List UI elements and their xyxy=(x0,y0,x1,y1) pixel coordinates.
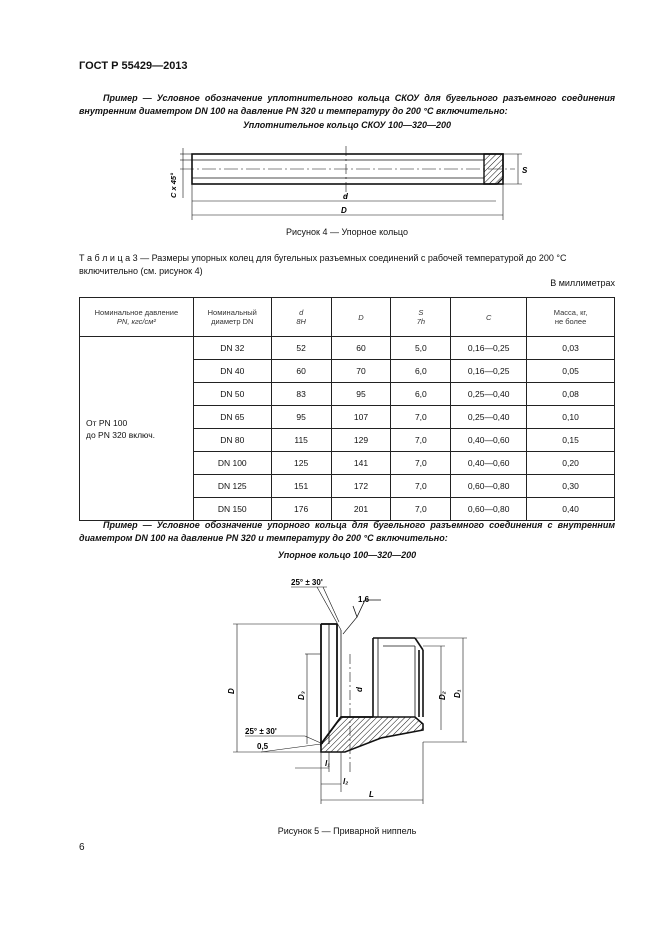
page-number: 6 xyxy=(79,842,85,853)
cell-d: 95 xyxy=(271,406,331,429)
label-D3: D₃ xyxy=(297,691,306,700)
cell-D: 172 xyxy=(331,475,391,498)
cell-mass: 0,08 xyxy=(527,383,615,406)
cell-C: 0,60—0,80 xyxy=(451,498,527,521)
header-C: C xyxy=(451,298,527,337)
cell-dn: DN 100 xyxy=(193,452,271,475)
label-l2: l₂ xyxy=(343,777,349,786)
label-l1: l₁ xyxy=(325,759,331,768)
cell-d: 83 xyxy=(271,383,331,406)
example-1 xyxy=(79,92,615,118)
cell-S: 7,0 xyxy=(391,475,451,498)
cell-D: 95 xyxy=(331,383,391,406)
figure-5-caption: Рисунок 5 — Приварной ниппель xyxy=(277,826,417,836)
header-D: D xyxy=(331,298,391,337)
cell-d: 151 xyxy=(271,475,331,498)
ring-section-hatch xyxy=(484,154,503,184)
table-header-row xyxy=(80,298,615,337)
label-D: D xyxy=(227,688,236,694)
example-1-designation: Уплотнительное кольцо СКОУ 100—320—200 xyxy=(242,120,452,130)
cell-C: 0,40—0,60 xyxy=(451,452,527,475)
cell-S: 7,0 xyxy=(391,452,451,475)
label-chamfer: 0,5 xyxy=(257,742,269,751)
cell-d: 52 xyxy=(271,337,331,360)
header-d: d 8H xyxy=(271,298,331,337)
label-s: S xyxy=(522,166,528,175)
cell-C: 0,40—0,60 xyxy=(451,429,527,452)
cell-d: 115 xyxy=(271,429,331,452)
figure-5-drawing xyxy=(205,572,480,817)
cell-S: 7,0 xyxy=(391,406,451,429)
cell-mass: 0,03 xyxy=(527,337,615,360)
cell-mass: 0,10 xyxy=(527,406,615,429)
cell-mass: 0,15 xyxy=(527,429,615,452)
cell-d: 176 xyxy=(271,498,331,521)
cell-D: 201 xyxy=(331,498,391,521)
label-D1: D₁ xyxy=(453,689,462,698)
cell-C: 0,25—0,40 xyxy=(451,406,527,429)
cell-mass: 0,05 xyxy=(527,360,615,383)
header-mass: Масса, кг, не более xyxy=(527,298,615,337)
cell-d: 125 xyxy=(271,452,331,475)
label-chamfer: C x 45° xyxy=(169,172,178,198)
cell-dn: DN 65 xyxy=(193,406,271,429)
label-L: L xyxy=(369,790,374,799)
cell-pn-range: От PN 100 до PN 320 включ. xyxy=(80,337,194,521)
cell-C: 0,16—0,25 xyxy=(451,360,527,383)
table-3 xyxy=(79,297,615,521)
figure-4-caption: Рисунок 4 — Упорное кольцо xyxy=(286,227,408,237)
table-3-caption: Т а б л и ц а 3 — Размеры упорных колец для бугельных разъемных соединений с рабочей температурой до 200 °С включительно (см. рисунок 4) xyxy=(79,253,567,276)
cell-dn: DN 80 xyxy=(193,429,271,452)
cell-dn: DN 40 xyxy=(193,360,271,383)
cell-D: 107 xyxy=(331,406,391,429)
table-3-units: В миллиметрах xyxy=(550,278,615,288)
table-row xyxy=(80,337,615,360)
header-S: S 7h xyxy=(391,298,451,337)
cell-C: 0,16—0,25 xyxy=(451,337,527,360)
cell-D: 141 xyxy=(331,452,391,475)
label-angle-top: 25° ± 30' xyxy=(291,578,323,587)
label-d: d xyxy=(343,192,348,201)
label-roughness: 1,6 xyxy=(358,595,370,604)
document-header: ГОСТ Р 55429—2013 xyxy=(79,60,188,72)
cell-D: 129 xyxy=(331,429,391,452)
cell-S: 6,0 xyxy=(391,383,451,406)
cell-D: 70 xyxy=(331,360,391,383)
header-dn: Номинальный диаметр DN xyxy=(193,298,271,337)
label-d: d xyxy=(355,687,364,692)
header-pn: Номинальное давление PN, кгс/см² xyxy=(80,298,194,337)
label-angle-bottom: 25° ± 30' xyxy=(245,727,277,736)
cell-D: 60 xyxy=(331,337,391,360)
cell-S: 6,0 xyxy=(391,360,451,383)
cell-mass: 0,20 xyxy=(527,452,615,475)
cell-S: 5,0 xyxy=(391,337,451,360)
label-D: D xyxy=(341,206,347,215)
cell-dn: DN 32 xyxy=(193,337,271,360)
cell-dn: DN 50 xyxy=(193,383,271,406)
flange-section-hatch xyxy=(321,717,423,752)
label-D2: D₂ xyxy=(438,691,447,700)
cell-S: 7,0 xyxy=(391,429,451,452)
cell-mass: 0,40 xyxy=(527,498,615,521)
example-2-text: Пример — Условное обозначение упорного кольца для бугельного разъемного соединения с внутренним диаметром DN 100 на давление PN 320 и температуру до 200 °С включительно: xyxy=(79,520,615,543)
cell-dn: DN 125 xyxy=(193,475,271,498)
cell-mass: 0,30 xyxy=(527,475,615,498)
cell-S: 7,0 xyxy=(391,498,451,521)
example-2-designation: Упорное кольцо 100—320—200 xyxy=(277,550,417,560)
example-2 xyxy=(79,519,615,545)
cell-dn: DN 150 xyxy=(193,498,271,521)
cell-C: 0,60—0,80 xyxy=(451,475,527,498)
figure-4-drawing xyxy=(150,138,540,228)
example-1-text: Пример — Условное обозначение уплотнительного кольца СКОУ для бугельного разъемного соединения внутренним диаметром DN 100 на давление PN 320 и температуру до 200 °С включительно: xyxy=(79,93,615,116)
cell-C: 0,25—0,40 xyxy=(451,383,527,406)
cell-d: 60 xyxy=(271,360,331,383)
